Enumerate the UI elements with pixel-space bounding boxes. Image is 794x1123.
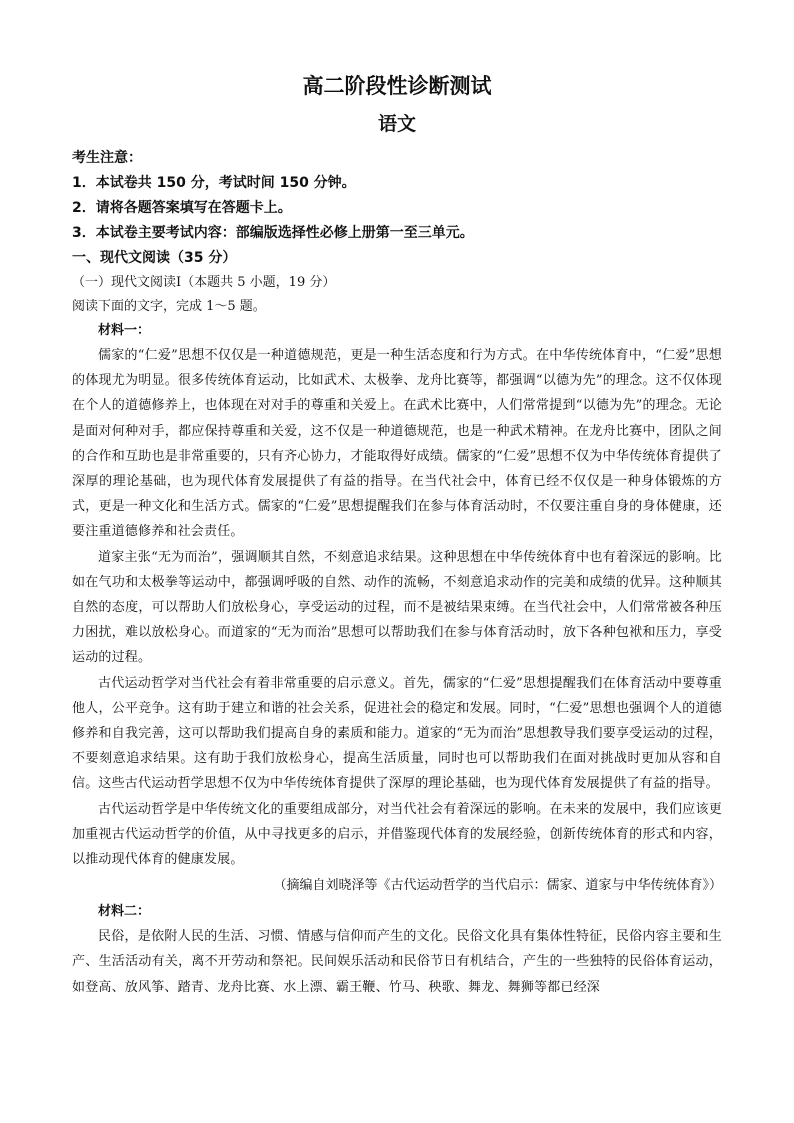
notice-item: 3．本试卷主要考试内容：部编版选择性必修上册第一至三单元。 <box>72 225 474 241</box>
notice-block <box>72 146 722 246</box>
paragraph: 古代运动哲学对当代社会有着非常重要的启示意义。首先，儒家的“仁爱”思想提醒我们在体育活动中要尊重他人，公平竞争。这有助于建立和谐的社会关系，促进社会的稳定和发展。同时，“仁爱”思想也强调个人的道德修养和自我完善，这可以帮助我们提高自身的素质和能力。道家的“无为而治”思想教导我们要享受运动的过程，不要刻意追求结果。这有助于我们放松身心，提高生活质量，同时也可以帮助我们在面对挑战时更加从容和自信。这些古代运动哲学思想不仅为中华传统体育提供了深厚的理论基础，也为现代体育发展提供了有益的指导。 <box>72 675 722 792</box>
section-heading: 一、现代文阅读（35 分） <box>72 250 237 266</box>
notice-item: 2．请将各题答案填写在答题卡上。 <box>72 200 292 216</box>
subsection-heading: （一）现代文阅读Ⅰ（本题共 5 小题，19 分） <box>72 275 336 290</box>
exam-title: 高二阶段性诊断测试 <box>302 74 492 98</box>
exam-page <box>72 72 722 1000</box>
paragraph: 儒家的“仁爱”思想不仅仅是一种道德规范，更是一种生活态度和行为方式。在中华传统体育中，“仁爱”思想的体现尤为明显。很多传统体育运动，比如武术、太极拳、龙舟比赛等，都强调“以德为先”的理念。这不仅体现在个人的道德修养上，也体现在对对手的尊重和关爱上。在武术比赛中，人们常常提到“以德为先”的理念。无论是面对何种对手，都应保持尊重和关爱，这不仅是一种道德规范，也是一种武术精神。在龙舟比赛中，团队之间的合作和互助也是非常重要的，只有齐心协力，才能取得好成绩。儒家的“仁爱”思想不仅为中华传统体育提供了深厚的理论基础，也为现代体育发展提供了有益的指导。在当代社会中，体育已经不仅仅是一种身体锻炼的方式，更是一种文化和生活方式。儒家的“仁爱”思想提醒我们在参与体育活动时，不仅要注重自身的身体健康，还要注重道德修养和社会责任。 <box>72 348 722 540</box>
paragraph: 道家主张“无为而治”，强调顺其自然，不刻意追求结果。这种思想在中华传统体育中也有着深远的影响。比如在气功和太极拳等运动中，都强调呼吸的自然、动作的流畅，不刻意追求动作的完美和成绩的优异。这种顺其自然的态度，可以帮助人们放松身心，享受运动的过程，而不是被结果束缚。在当代社会中，人们常常被各种压力困扰，难以放松身心。而道家的“无为而治”思想可以帮助我们在参与体育活动时，放下各种包袱和压力，享受运动的过程。 <box>72 549 722 666</box>
material-two-label: 材料二： <box>98 904 151 920</box>
reading-instruction: 阅读下面的文字，完成 1～5 题。 <box>72 299 266 314</box>
notice-item: 1．本试卷共 150 分，考试时间 150 分钟。 <box>72 175 356 191</box>
section-reading <box>72 246 722 319</box>
subject-title: 语文 <box>377 113 416 135</box>
paragraph: 民俗，是依附人民的生活、习惯、情感与信仰而产生的文化。民俗文化具有集体性特征，民俗内容主要和生产、生活活动有关，离不开劳动和祭祀。民间娱乐活动和民俗节日有机结合，产生的一些独特的民俗体育运动，如登高、放风筝、踏青、龙舟比赛、水上漂、霸王鞭、竹马、秧歌、舞龙、舞狮等都已经深 <box>72 929 722 995</box>
material-one-source: （摘编自刘晓泽等《古代运动哲学的当代启示：儒家、道家与中华传统体育》） <box>273 878 722 894</box>
material-two <box>72 900 722 1000</box>
material-one <box>72 319 722 898</box>
material-one-label: 材料一： <box>98 323 151 338</box>
paragraph: 古代运动哲学是中华传统文化的重要组成部分，对当代社会有着深远的影响。在未来的发展中，我们应该更加重视古代运动哲学的价值，从中寻找更多的启示，并借鉴现代体育的发展经验，创新传统体育的形式和内容，以推动现代体育的健康发展。 <box>72 801 722 868</box>
notice-heading: 考生注意： <box>72 150 142 166</box>
